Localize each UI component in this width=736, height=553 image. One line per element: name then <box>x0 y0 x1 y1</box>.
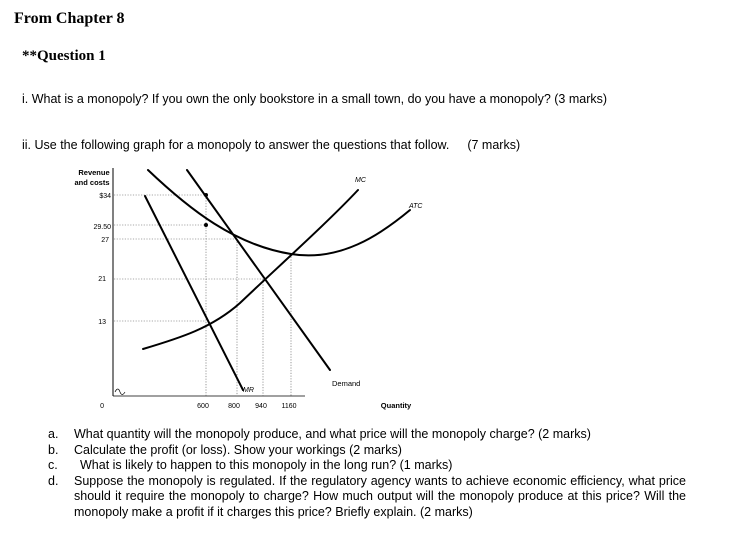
mr-label: MR <box>243 387 254 394</box>
x-tick-label: 1160 <box>281 403 297 410</box>
x-tick-label: 800 <box>228 403 240 410</box>
part-d <box>48 474 692 521</box>
part-c <box>48 458 692 474</box>
mr-curve <box>145 196 243 390</box>
part-text: What is likely to happen to this monopoly in the long run? (1 marks) <box>80 458 453 472</box>
part-letter: d. <box>48 473 59 488</box>
point-marker <box>204 223 208 227</box>
axis-break-mark <box>115 389 125 395</box>
question-title: **Question 1 <box>22 48 106 64</box>
x-tick-label: 940 <box>255 403 267 410</box>
part-letter: b. <box>48 442 59 457</box>
y-tick-label: 0 <box>100 403 104 410</box>
part-letter: a. <box>48 427 59 441</box>
demand-curve <box>187 170 330 370</box>
y-axis-label-line1: Revenue <box>78 168 110 177</box>
mc-label: MC <box>355 177 366 184</box>
part-text: What quantity will the monopoly produce, and what price will the monopoly charge? (2 marks) <box>74 427 591 441</box>
atc-curve <box>148 170 410 255</box>
part-letter: c. <box>48 458 58 472</box>
y-tick-label: $34 <box>99 193 111 200</box>
monopoly-graph <box>60 160 440 415</box>
x-axis-label: Quantity <box>380 401 412 410</box>
demand-label: Demand <box>332 379 361 388</box>
question-parts <box>48 427 692 520</box>
y-tick-label: 21 <box>98 276 106 283</box>
point-marker <box>204 193 208 197</box>
x-tick-label: 600 <box>197 403 209 410</box>
part-a <box>48 427 692 443</box>
y-tick-label: 27 <box>101 237 109 244</box>
question-i: i. What is a monopoly? If you own the only bookstore in a small town, do you have a monopoly? (3 marks) <box>22 92 608 106</box>
question-ii <box>22 138 520 152</box>
question-ii-marks: (7 marks) <box>467 138 521 152</box>
mc-curve <box>143 190 358 349</box>
atc-label: ATC <box>409 203 423 210</box>
part-text: Calculate the profit (or loss). Show your workings (2 marks) <box>74 442 402 457</box>
part-b <box>48 443 692 459</box>
y-tick-label: 13 <box>98 319 106 326</box>
chapter-heading: From Chapter 8 <box>14 10 125 27</box>
question-ii-text: ii. Use the following graph for a monopoly to answer the questions that follow. <box>22 138 450 152</box>
y-tick-label: 29.50 <box>93 224 111 231</box>
y-axis-label-line2: and costs <box>74 178 110 187</box>
part-text: Suppose the monopoly is regulated. If the regulatory agency wants to achieve economic efficiency, what price should it require the monopoly to charge? How much output will the monopoly produce at this price? Will the monopoly make a profit if it charges this price? Briefly explain. (2 marks) <box>74 473 686 519</box>
